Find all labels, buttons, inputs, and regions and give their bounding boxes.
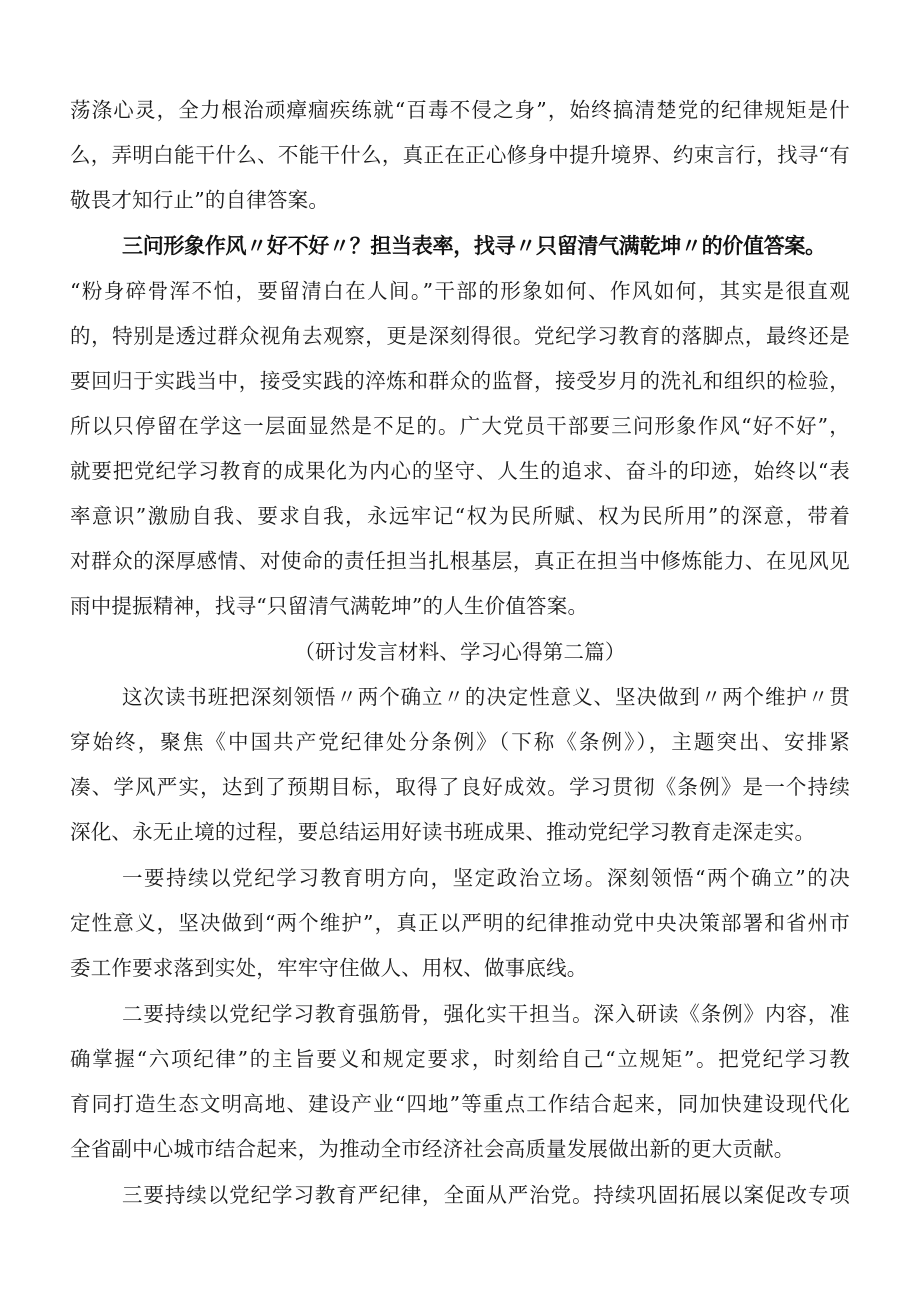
paragraph-line: 一要持续以党纪学习教育明方向，坚定政治立场。深刻领悟“两个确立”的决: [122, 866, 850, 890]
paragraph-line: 深化、永无止境的过程，要总结运用好读书班成果、推动党纪学习教育走深走实。: [70, 820, 816, 844]
paragraph-line: 的，特别是透过群众视角去观察，更是深刻得很。党纪学习教育的落脚点，最终还是: [70, 324, 850, 348]
paragraph-line: 荡涤心灵，全力根治顽瘴痼疾练就“百毒不侵之身”，始终搞清楚党的纪律规矩是什: [70, 98, 850, 122]
paragraph-line: 这次读书班把深刻领悟〃两个确立〃的决定性意义、坚决做到〃两个维护〃贯: [122, 685, 850, 709]
paragraph-line: 定性意义，坚决做到“两个维护”，真正以严明的纪律推动党中央决策部署和省州市: [70, 911, 850, 935]
paragraph-line: 么，弄明白能干什么、不能干什么，真正在正心修身中提升境界、约束言行，找寻“有: [70, 143, 850, 167]
paragraph-line: 二要持续以党纪学习教育强筋骨，强化实干担当。深入研读《条例》内容，准: [122, 1002, 850, 1026]
paragraph-line: 全省副中心城市结合起来，为推动全市经济社会高质量发展做出新的更大贡献。: [70, 1137, 795, 1161]
paragraph-line: 就要把党纪学习教育的成果化为内心的坚守、人生的追求、奋斗的印迹，始终以“表: [70, 459, 850, 483]
paragraph-line: 敬畏才知行止”的自律答案。: [70, 188, 330, 212]
paragraph-line: “粉身碎骨浑不怕，要留清白在人间。”干部的形象如何、作风如何，其实是很直观: [70, 279, 850, 303]
paragraph-line: 要回归于实践当中，接受实践的淬炼和群众的监督，接受岁月的洗礼和组织的检验，: [70, 369, 850, 393]
paragraph-line: 育同打造生态文明高地、建设产业“四地”等重点工作结合起来，同加快建设现代化: [70, 1092, 850, 1116]
paragraph-line: 委工作要求落到实处，牢牢守住做人、用权、做事底线。: [70, 956, 588, 980]
paragraph-line: 凑、学风严实，达到了预期目标，取得了良好成效。学习贯彻《条例》是一个持续: [70, 775, 850, 799]
paragraph-line: 三要持续以党纪学习教育严纪律，全面从严治党。持续巩固拓展以案促改专项: [122, 1183, 850, 1207]
section-title: （研讨发言材料、学习心得第二篇）: [294, 640, 626, 664]
paragraph-line: 对群众的深厚感情、对使命的责任担当扎根基层，真正在担当中修炼能力、在见风见: [70, 549, 850, 573]
paragraph-line: 率意识”激励自我、要求自我，永远牢记“权为民所赋、权为民所用”的深意，带着: [70, 504, 850, 528]
paragraph-line: 确掌握“六项纪律”的主旨要义和规定要求，时刻给自己“立规矩”。把党纪学习教: [70, 1047, 850, 1071]
section-heading: 三问形象作风〃好不好〃？担当表率，找寻〃只留清气满乾坤〃的价值答案。: [122, 234, 826, 258]
paragraph-line: 穿始终，聚焦《中国共产党纪律处分条例》（下称《条例》），主题突出、安排紧: [70, 730, 850, 754]
paragraph-line: 所以只停留在学这一层面显然是不足的。广大党员干部要三问形象作风“好不好”，: [70, 414, 850, 438]
paragraph-line: 雨中提振精神，找寻“只留清气满乾坤”的人生价值答案。: [70, 594, 589, 618]
